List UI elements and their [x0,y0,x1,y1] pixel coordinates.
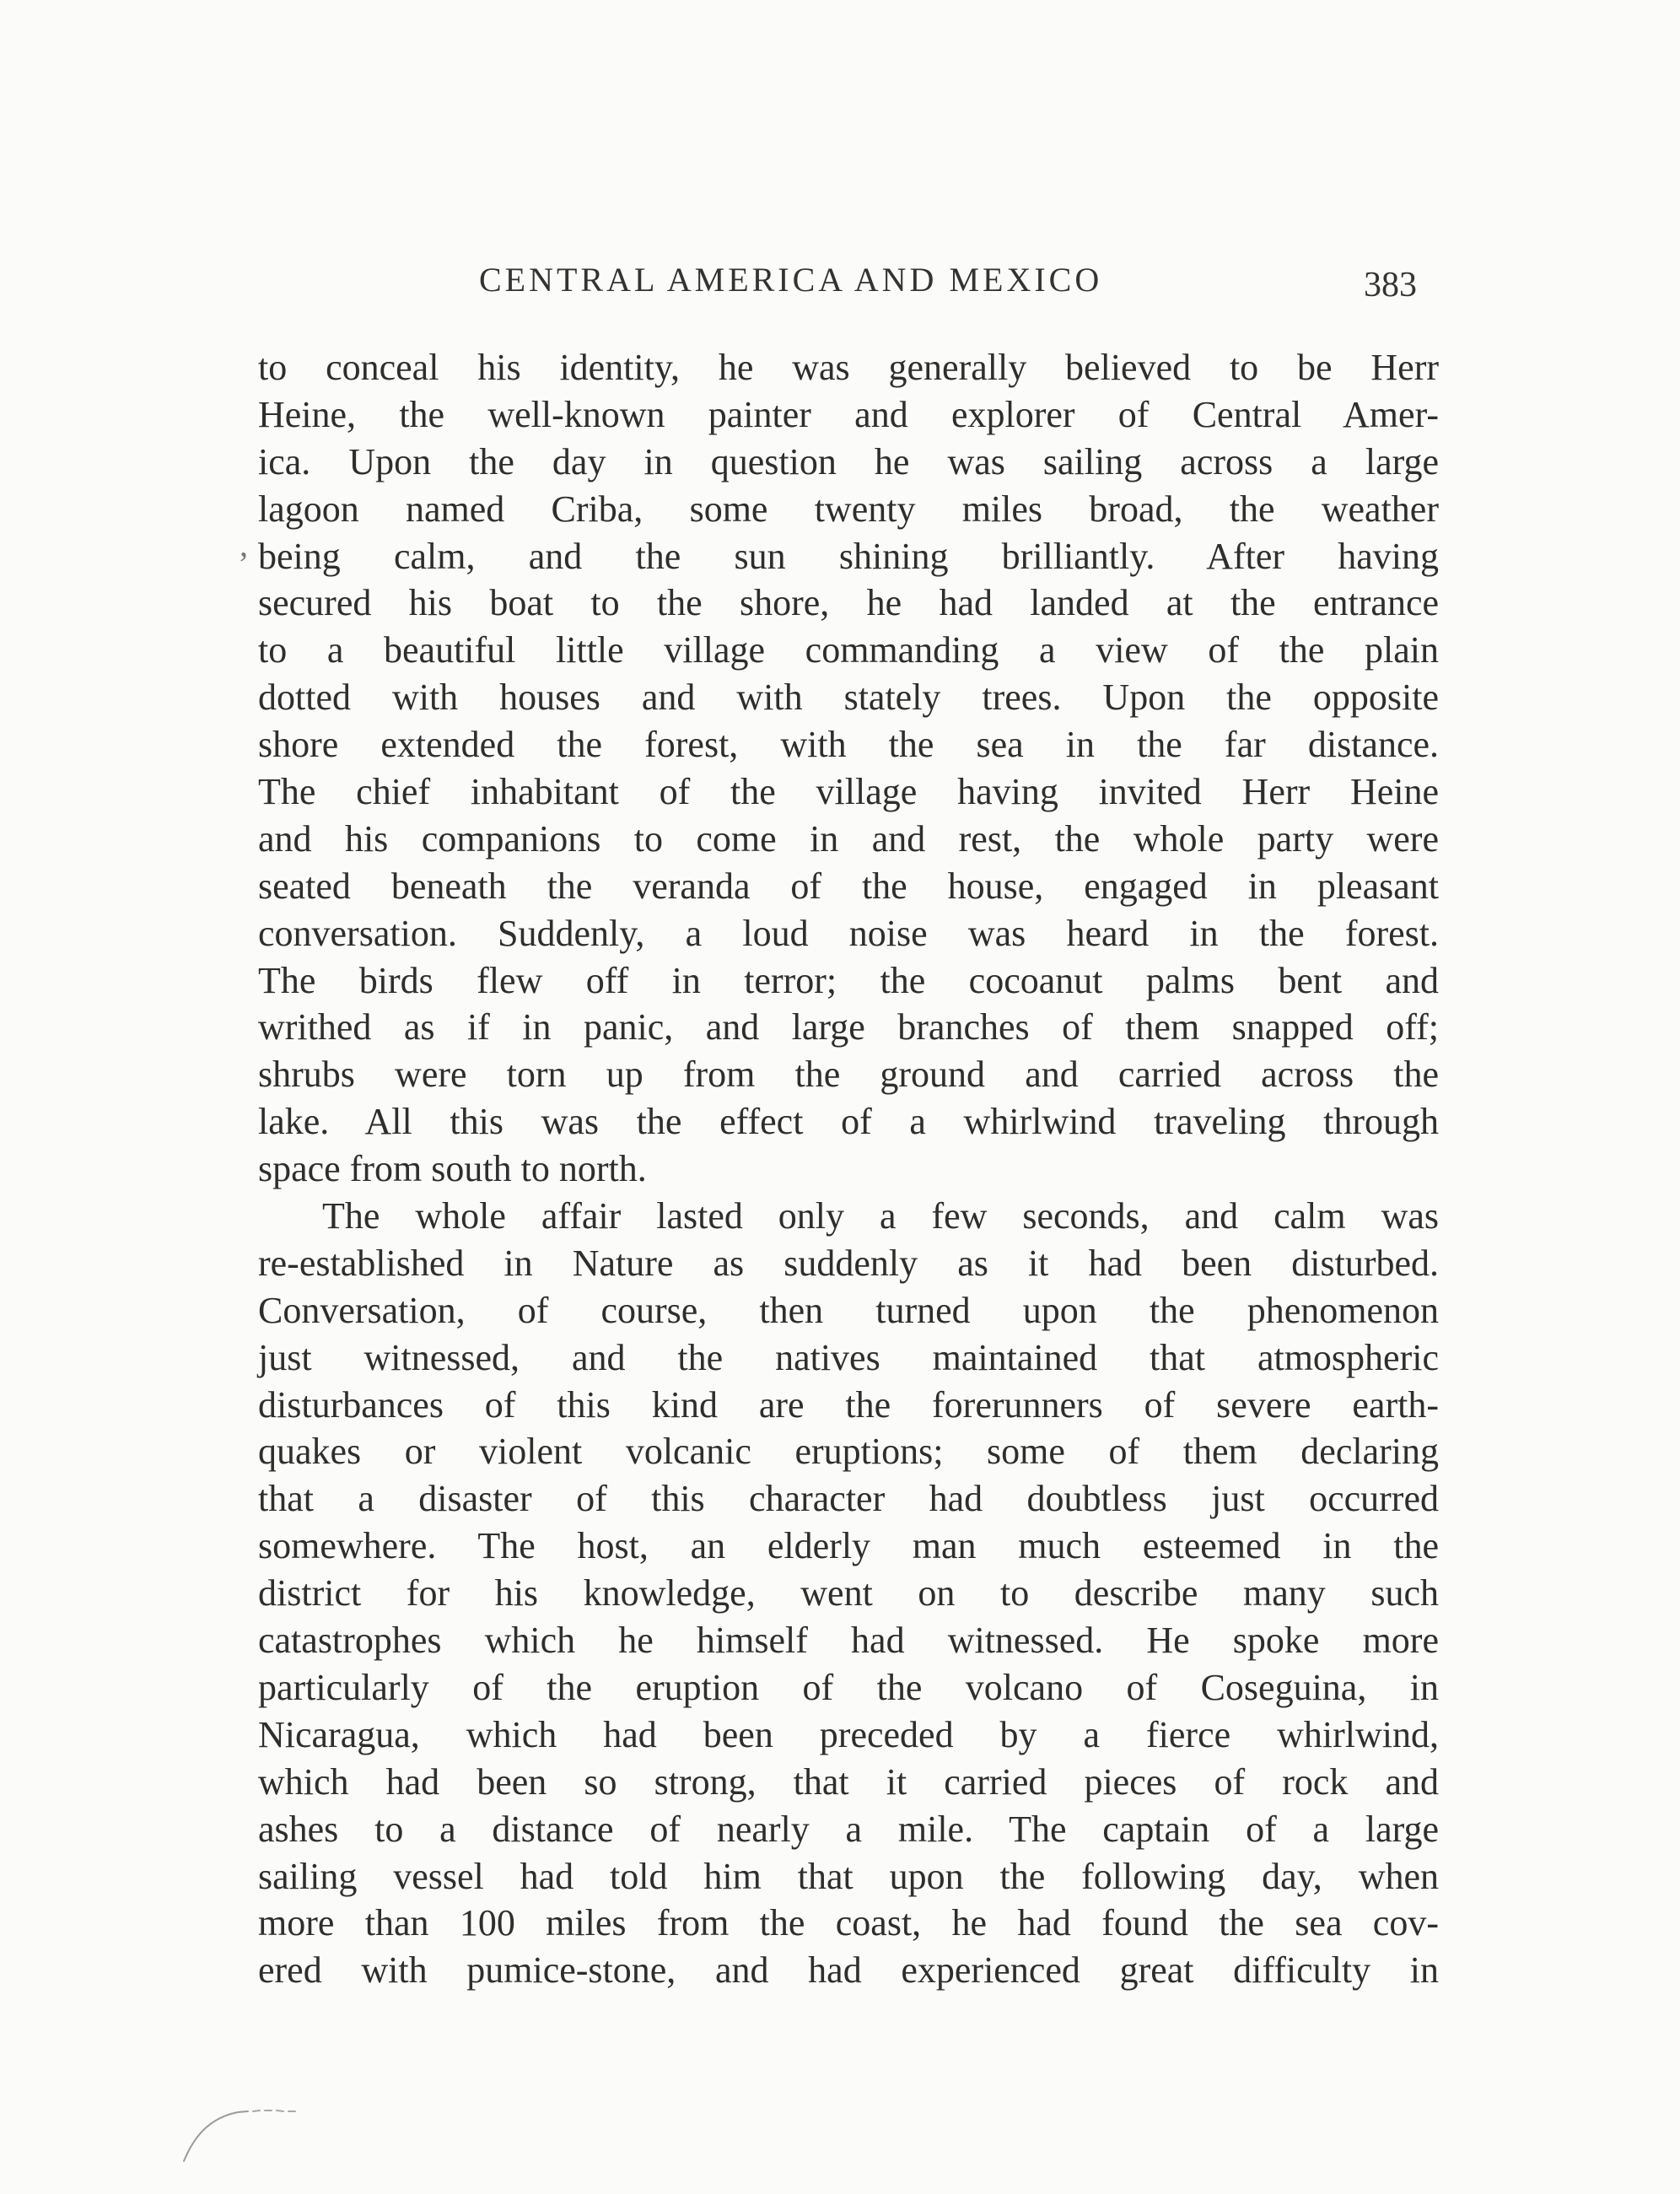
text-line: Conversation, of course, then turned upon the phenomenon [258,1289,1439,1331]
body-text [258,344,1439,1994]
text-line: Nicaragua, which had been preceded by a fierce whirlwind, [258,1713,1439,1755]
running-head [261,260,1434,310]
pencil-mark [179,2073,314,2166]
page-number: 383 [1364,266,1417,305]
margin-mark: , [240,526,248,563]
text-line: disturbances of this kind are the forerunners of severe earth- [258,1383,1439,1426]
text-line: sailing vessel had told him that upon the following day, when [258,1855,1439,1897]
text-line: which had been so strong, that it carried pieces of rock and [258,1760,1439,1803]
text-line: catastrophes which he himself had witnessed. He spoke more [258,1620,1439,1662]
text-line: particularly of the eruption of the volcano of Coseguina, in [258,1666,1439,1708]
text-line: space from south to north. [258,1148,647,1190]
text-line: shrubs were torn up from the ground and carried across the [258,1054,1439,1096]
text-line: seated beneath the veranda of the house, engaged in pleasant [258,865,1439,907]
text-line: shore extended the forest, with the sea in the far distance. [258,724,1439,766]
text-line: more than 100 miles from the coast, he had found the sea cov- [258,1902,1439,1944]
text-line: re-established in Nature as suddenly as it had been disturbed. [258,1242,1439,1284]
text-line: district for his knowledge, went on to describe many such [258,1572,1439,1615]
text-line: that a disaster of this character had doubtless just occurred [258,1478,1439,1520]
text-line: to a beautiful little village commanding a view of the plain [258,629,1439,671]
text-line: ica. Upon the day in question he was sailing across a large [258,440,1439,482]
text-line: ashes to a distance of nearly a mile. The captain of a large [258,1808,1439,1850]
text-line: Heine, the well-known painter and explorer of Central Amer- [258,393,1439,435]
text-line: lake. All this was the effect of a whirlwind traveling through [258,1101,1439,1143]
text-line: writhed as if in panic, and large branches of them snapped off; [258,1006,1439,1048]
text-line: conversation. Suddenly, a loud noise was heard in the forest. [258,912,1439,954]
text-line: The birds flew off in terror; the cocoanut palms bent and [258,959,1439,1001]
text-line: The whole affair lasted only a few seconds, and calm was [322,1195,1439,1237]
text-line: and his companions to come in and rest, the whole party were [258,817,1439,860]
text-line: to conceal his identity, he was generally believed to be Herr [258,347,1439,388]
text-line: quakes or violent volcanic eruptions; some of them declaring [258,1431,1439,1473]
text-line: ered with pumice-stone, and had experienced great difficulty in [258,1949,1439,1992]
text-line: being calm, and the sun shining brilliantly. After having [258,535,1439,577]
text-line: somewhere. The host, an elderly man much esteemed in the [258,1525,1439,1567]
text-line: just witnessed, and the natives maintained that atmospheric [258,1336,1439,1378]
running-title: CENTRAL AMERICA AND MEXICO [479,261,1103,299]
text-line: dotted with houses and with stately trees. Upon the opposite [258,677,1439,719]
text-line: lagoon named Criba, some twenty miles broad, the weather [258,488,1439,530]
text-line: secured his boat to the shore, he had landed at the entrance [258,582,1439,624]
text-line: The chief inhabitant of the village having invited Herr Heine [258,771,1439,813]
